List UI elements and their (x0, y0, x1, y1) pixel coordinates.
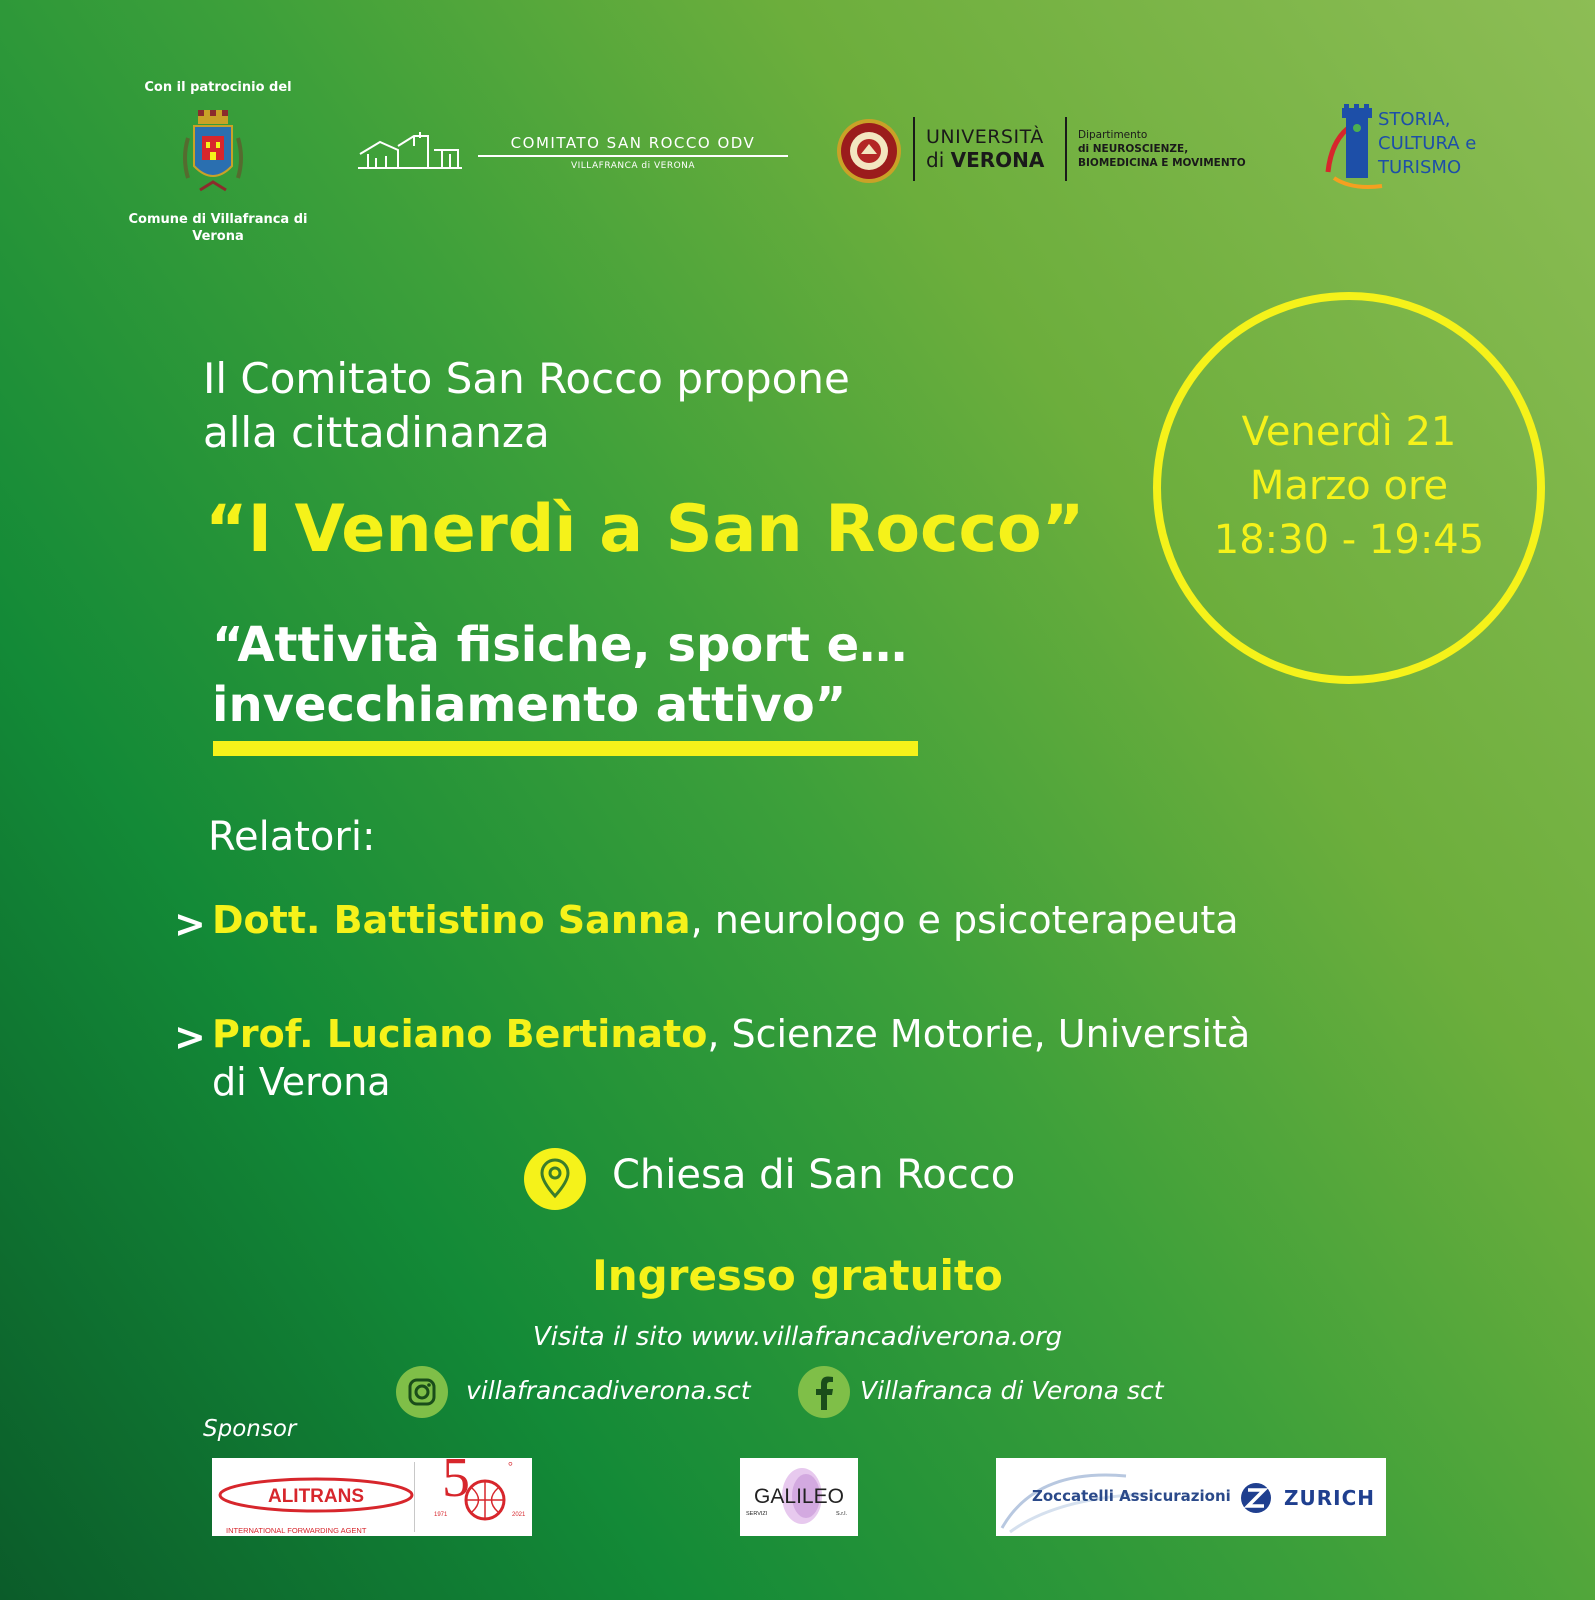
sponsor-alitrans-logo (212, 1458, 532, 1536)
university-divider-1 (913, 117, 915, 181)
crest-icon (180, 108, 246, 200)
storia-cultura-turismo-label: STORIA, CULTURA e TURISMO (1378, 109, 1477, 178)
speaker-role: , Scienze Motorie, Università di Verona (212, 1012, 1251, 1104)
zoccatelli-name: Zoccatelli Assicurazioni (1032, 1487, 1231, 1505)
alitrans-divider (414, 1462, 415, 1532)
comitato-divider (478, 155, 788, 157)
speaker-name: Dott. Battistino Sanna (212, 898, 691, 942)
speaker-item (212, 1010, 1292, 1106)
comitato-location: VILLAFRANCA di VERONA (570, 161, 696, 171)
alitrans-tagline: INTERNATIONAL FORWARDING AGENT (226, 1526, 367, 1535)
galileo-name: GALILEO (754, 1485, 844, 1508)
alitrans-name: ALITRANS (267, 1486, 365, 1507)
chevron-right-icon: > (174, 1015, 206, 1059)
speakers-heading: Relatori: (208, 814, 376, 860)
alitrans-year-start: 1971 (434, 1512, 448, 1518)
event-subtitle: “Attività fisiche, sport e… invecchiamento attivo” (212, 617, 908, 733)
alitrans-year-end: 2021 (512, 1512, 526, 1518)
zurich-name: ZURICH (1284, 1486, 1375, 1510)
chevron-right-icon: > (174, 902, 206, 946)
sponsor-galileo-logo (740, 1458, 858, 1536)
university-divider-2 (1065, 117, 1067, 181)
patronage-label: Con il patrocinio del (144, 80, 292, 95)
speaker-role: , neurologo e psicoterapeuta (690, 898, 1239, 942)
comitato-name: COMITATO SAN ROCCO ODV (510, 134, 756, 152)
facebook-page[interactable]: Villafranca di Verona sct (860, 1376, 1164, 1405)
speaker-name: Prof. Luciano Bertinato (212, 1012, 708, 1056)
university-seal-icon (836, 118, 902, 184)
galileo-srl: S.r.l. (836, 1511, 848, 1517)
galileo-servizi: SERVIZI (746, 1511, 768, 1517)
facebook-icon[interactable] (798, 1366, 850, 1418)
university-name-line2: di VERONA (926, 148, 1045, 172)
municipality-label: Comune di Villafranca di Verona (128, 212, 308, 244)
event-date: Venerdì 21 Marzo ore 18:30 - 19:45 (1213, 409, 1485, 563)
intro-text: Il Comitato San Rocco propone alla cittadinanza (203, 354, 850, 457)
sponsor-heading: Sponsor (203, 1416, 297, 1442)
event-location: Chiesa di San Rocco (612, 1152, 1016, 1198)
instagram-icon[interactable] (396, 1366, 448, 1418)
svg-text:°: ° (508, 1459, 513, 1473)
entry-info: Ingresso gratuito (592, 1251, 1003, 1300)
speaker-item (212, 898, 1239, 942)
instagram-handle[interactable]: villafrancadiverona.sct (466, 1376, 751, 1405)
department-name: Dipartimento di NEUROSCIENZE, BIOMEDICINA E MOVIMENTO (1078, 129, 1246, 169)
event-title: “I Venerdì a San Rocco” (205, 492, 1085, 567)
svg-text:5: 5 (442, 1458, 470, 1509)
location-pin-icon (524, 1148, 586, 1210)
website-link[interactable]: Visita il sito www.villafrancadiverona.org (532, 1322, 1063, 1352)
university-name-line1: UNIVERSITÀ (926, 126, 1044, 148)
subtitle-underline (213, 741, 918, 756)
